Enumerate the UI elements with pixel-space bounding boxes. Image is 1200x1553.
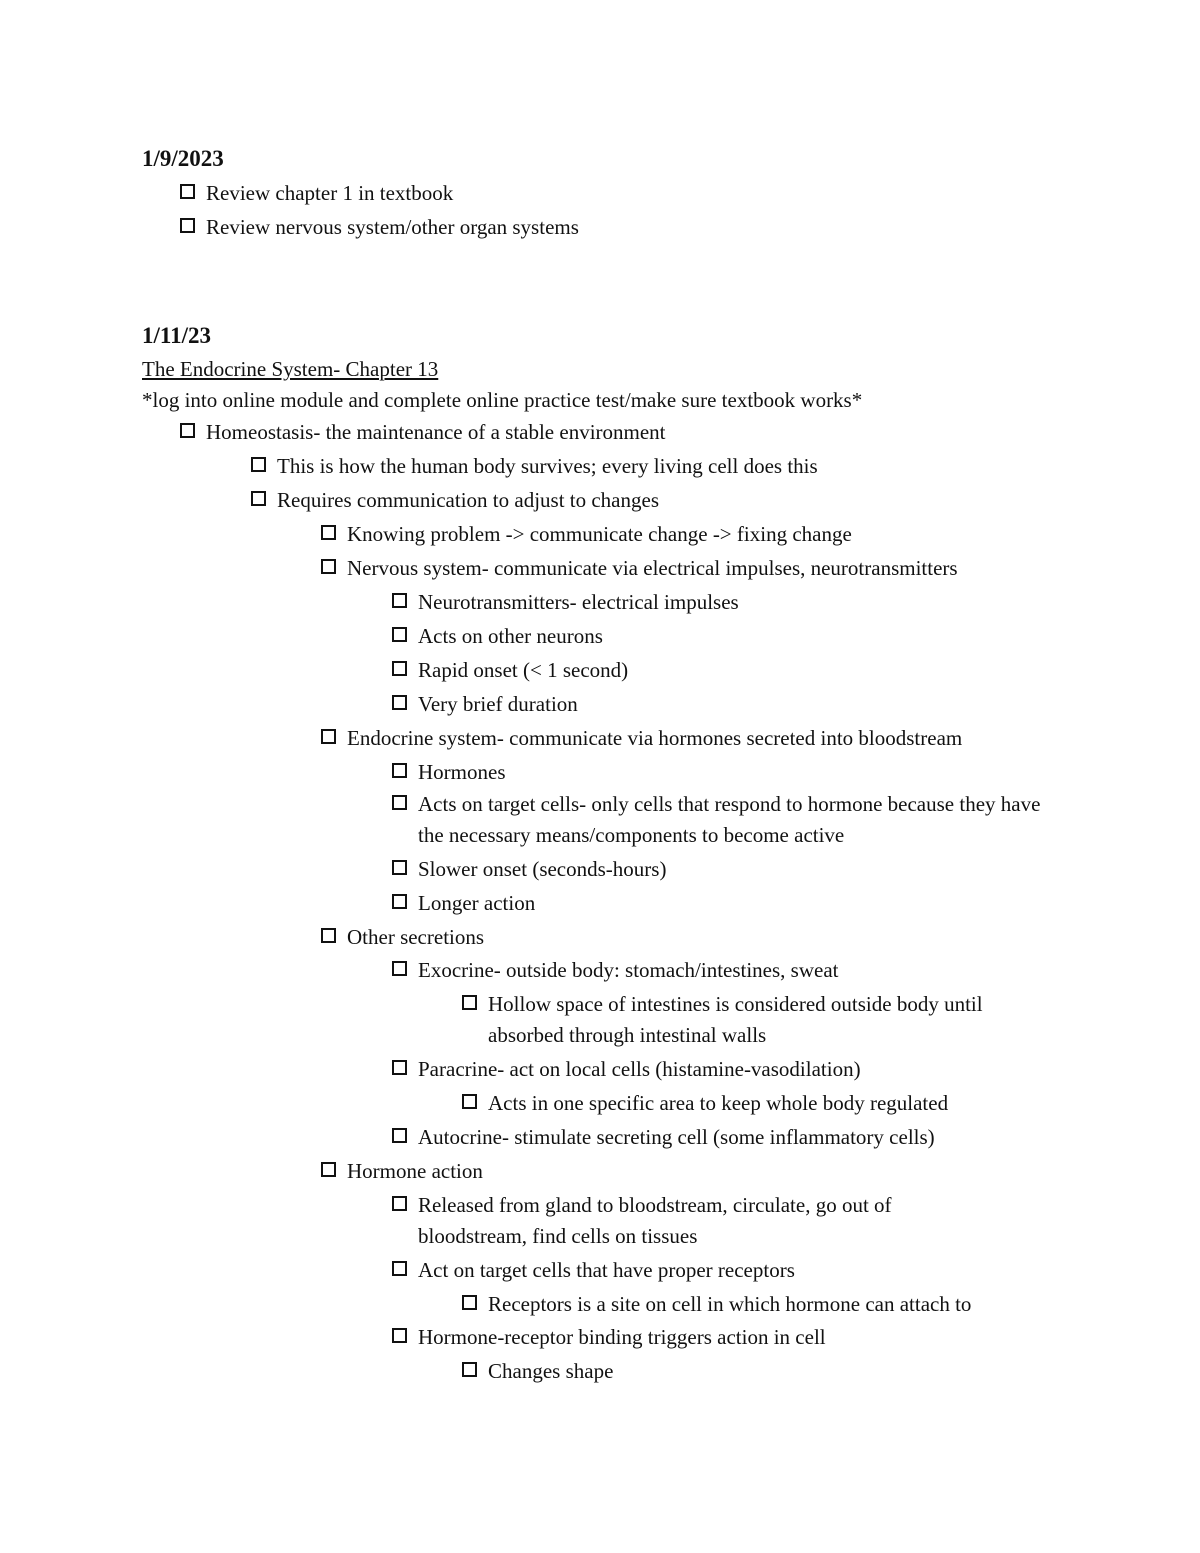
checklist-item [321,519,852,550]
item-text: Hormone action [347,1159,483,1183]
checkbox-icon[interactable] [321,525,336,540]
checklist-item [392,1190,962,1252]
checkbox-icon[interactable] [392,1128,407,1143]
checklist-item [392,1322,826,1353]
checkbox-icon[interactable] [392,1328,407,1343]
checkbox-icon[interactable] [251,457,266,472]
item-text: Released from gland to bloodstream, circulate, go out of bloodstream, find cells on tissues [418,1193,892,1248]
checkbox-icon[interactable] [392,961,407,976]
item-text: Hormones [418,760,506,784]
item-text: Endocrine system- communicate via hormones secreted into bloodstream [347,726,963,750]
checklist-item [392,1122,935,1153]
checklist-item [392,1054,861,1085]
checkbox-icon[interactable] [392,627,407,642]
checkbox-icon[interactable] [180,218,195,233]
date-heading: 1/9/2023 [142,146,224,171]
checklist-item [392,955,839,986]
checkbox-icon[interactable] [462,995,477,1010]
checkbox-icon[interactable] [321,729,336,744]
checklist-item [392,587,739,618]
checkbox-icon[interactable] [392,763,407,778]
section-note: *log into online module and complete online practice test/make sure textbook works* [142,388,863,412]
checkbox-icon[interactable] [462,1295,477,1310]
item-text: Slower onset (seconds-hours) [418,857,667,881]
checkbox-icon[interactable] [462,1362,477,1377]
checkbox-icon[interactable] [392,894,407,909]
checklist-item [392,1255,795,1286]
item-text: Paracrine- act on local cells (histamine-vasodilation) [418,1057,861,1081]
item-text: Acts on target cells- only cells that respond to hormone because they have the necessary means/components to become active [418,792,1041,847]
item-text: Acts on other neurons [418,624,603,648]
item-text: This is how the human body survives; every living cell does this [277,454,818,478]
checkbox-icon[interactable] [392,1196,407,1211]
checkbox-icon[interactable] [392,661,407,676]
checklist-item [392,621,603,652]
item-text: Act on target cells that have proper receptors [418,1258,795,1282]
checklist-item [462,1088,948,1119]
item-text: Review nervous system/other organ systems [206,215,579,239]
checkbox-icon[interactable] [180,423,195,438]
item-text: Neurotransmitters- electrical impulses [418,590,739,614]
checkbox-icon[interactable] [392,593,407,608]
item-text: Longer action [418,891,536,915]
checklist-item [392,854,666,885]
checklist-item [251,485,659,516]
checkbox-icon[interactable] [392,860,407,875]
checkbox-icon[interactable] [321,559,336,574]
item-text: Exocrine- outside body: stomach/intestines, sweat [418,958,839,982]
item-text: Other secretions [347,925,485,949]
item-text: Acts in one specific area to keep whole body regulated [488,1091,949,1115]
checklist-item [462,1356,613,1387]
checklist-item [392,757,506,788]
item-text: Hormone-receptor binding triggers action in cell [418,1325,826,1349]
checklist-item [321,553,958,584]
checklist-item [462,1289,971,1320]
checklist-item [392,655,628,686]
checkbox-icon[interactable] [321,1162,336,1177]
item-text: Homeostasis- the maintenance of a stable environment [206,420,666,444]
item-text: Nervous system- communicate via electrical impulses, neurotransmitters [347,556,958,580]
checklist-item [180,178,453,209]
date-heading: 1/11/23 [142,323,212,348]
checkbox-icon[interactable] [321,928,336,943]
item-text: Rapid onset (< 1 second) [418,658,629,682]
checkbox-icon[interactable] [392,795,407,810]
item-text: Changes shape [488,1359,614,1383]
checkbox-icon[interactable] [392,1261,407,1276]
item-text: Knowing problem -> communicate change -> fixing change [347,522,852,546]
checkbox-icon[interactable] [180,184,195,199]
item-text: Autocrine- stimulate secreting cell (some inflammatory cells) [418,1125,935,1149]
item-text: Receptors is a site on cell in which hormone can attach to [488,1292,972,1316]
checklist-item [462,989,1062,1051]
checkbox-icon[interactable] [462,1094,477,1109]
checkbox-icon[interactable] [251,491,266,506]
section-subtitle: The Endocrine System- Chapter 13 [142,357,439,381]
checklist-item [321,1156,483,1187]
checklist-item [251,451,818,482]
checklist-item [392,789,1042,851]
checkbox-icon[interactable] [392,695,407,710]
checklist-item [321,723,962,754]
item-text: Hollow space of intestines is considered outside body until absorbed through intestinal walls [488,992,983,1047]
item-text: Requires communication to adjust to changes [277,488,659,512]
checklist-item [392,888,535,919]
checklist-item [321,922,484,953]
checkbox-icon[interactable] [392,1060,407,1075]
item-text: Very brief duration [418,692,578,716]
checklist-item [180,212,579,243]
checklist-item [180,417,666,448]
checklist-item [392,689,578,720]
item-text: Review chapter 1 in textbook [206,181,454,205]
